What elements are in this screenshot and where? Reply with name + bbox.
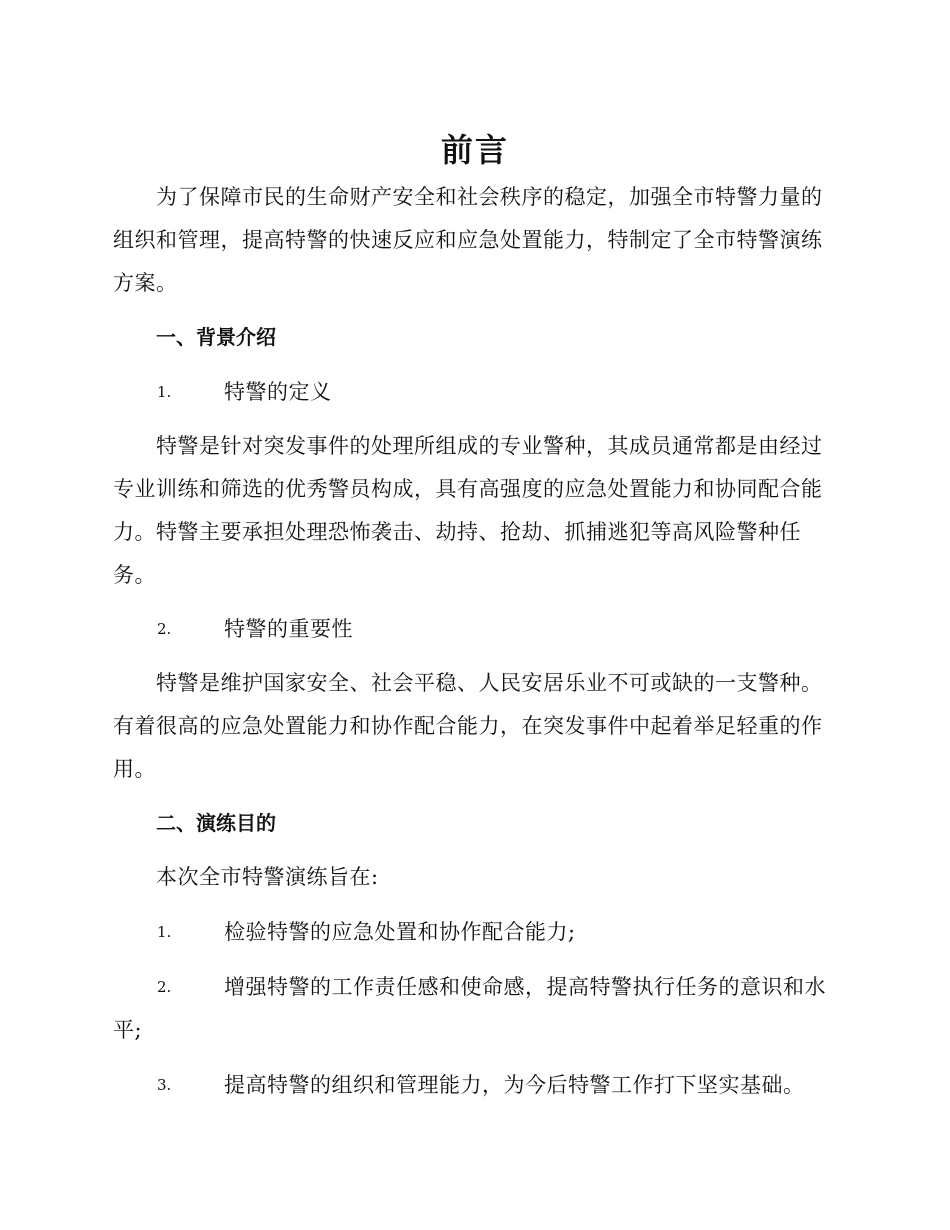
purpose-lead: 本次全市特警演练旨在: [156, 865, 379, 889]
list-item-text: 提高特警的组织和管理能力，为今后特警工作打下坚实基础。 [224, 1073, 805, 1097]
intro-paragraph: 为了保障市民的生命财产安全和社会秩序的稳定，加强全市特警力量的组织和管理，提高特警的快速反应和应急处置能力，特制定了全市特警演练方案。 [113, 185, 823, 295]
list-item-text: 增强特警的工作责任感和使命感，提高特警执行任务的意识和水平; [113, 975, 826, 1042]
subheading-importance [113, 608, 835, 651]
list-item-text: 检验特警的应急处置和协作配合能力; [224, 920, 576, 944]
importance-paragraph: 特警是维护国家安全、社会平稳、人民安居乐业不可或缺的一支警种。有着很高的应急处置能力和协作配合能力，在突发事件中起着举足轻重的作用。 [113, 671, 823, 781]
section-heading-background: 一、背景介绍 [156, 325, 276, 349]
definition-paragraph: 特警是针对突发事件的处理所组成的专业警种，其成员通常都是由经过专业训练和筛选的优秀警员构成，具有高强度的应急处置能力和协同配合能力。特警主要承担处理恐怖袭击、劫持、抢劫、抓捕逃犯等高风险警种任务。 [113, 434, 823, 587]
subheading-text: 特警的定义 [224, 380, 332, 404]
list-item [113, 911, 835, 954]
list-item [113, 1064, 835, 1107]
list-number: 1. [157, 923, 172, 941]
list-number: 3. [157, 1076, 172, 1094]
subheading-definition [113, 371, 835, 414]
list-number: 1. [157, 383, 172, 401]
subheading-text: 特警的重要性 [224, 617, 353, 641]
page-title: 前言 [440, 131, 509, 169]
list-number: 2. [157, 978, 172, 996]
list-item [113, 966, 835, 1052]
list-number: 2. [157, 620, 172, 638]
section-heading-purpose: 二、演练目的 [156, 811, 276, 835]
